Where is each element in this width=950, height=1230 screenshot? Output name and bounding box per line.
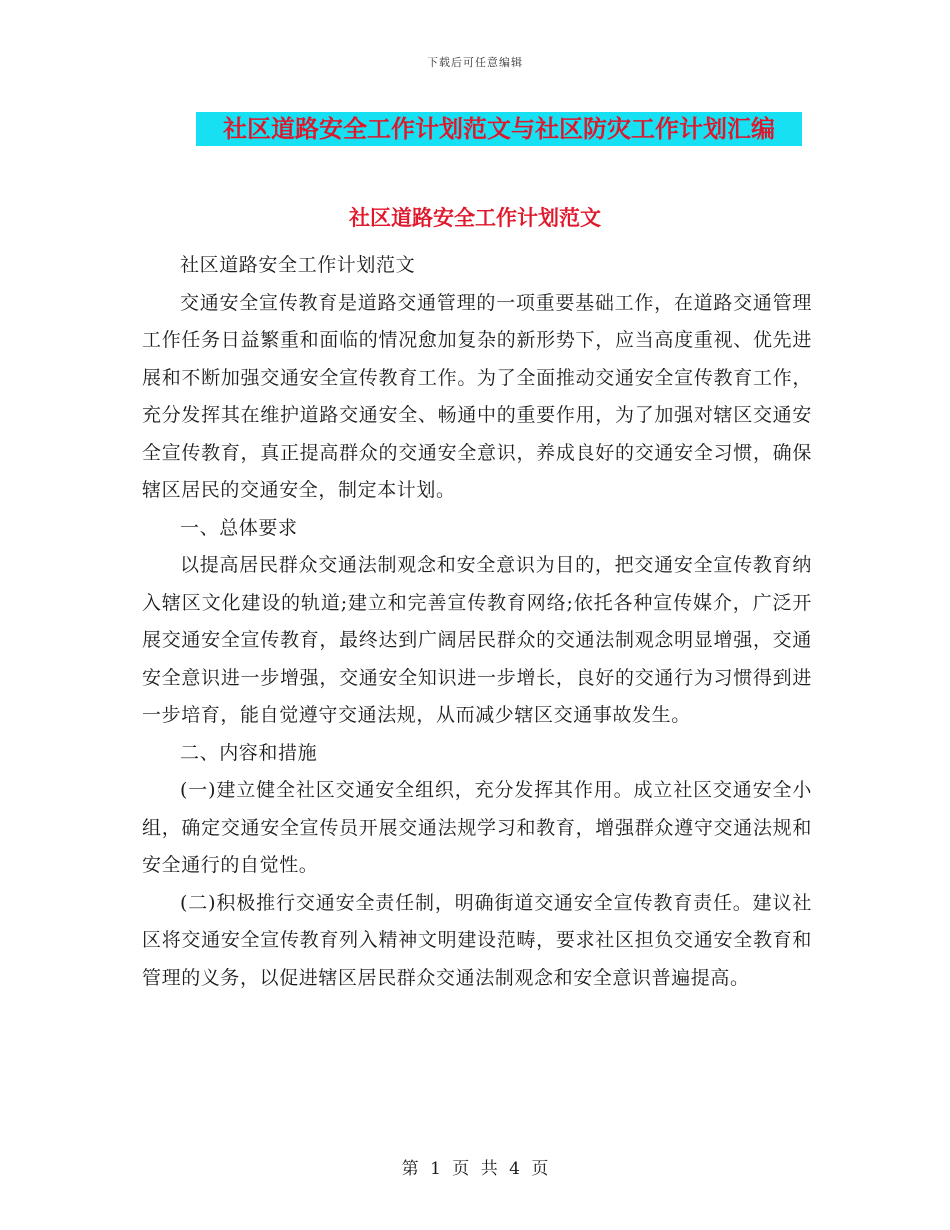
page-number-footer: 第 1 页 共 4 页 <box>401 1159 549 1179</box>
page-header-note: 下载后可任意编辑 <box>427 56 523 69</box>
section-heading: 一、总体要求 <box>180 516 298 539</box>
body-paragraph: 社区道路安全工作计划范文 <box>180 254 416 276</box>
body-paragraph: 以提高居民群众交通法制观念和安全意识为目的，把交通安全宣传教育纳入辖区文化建设的轨道;建立和完善宣传教育网络;依托各种宣传媒介，广泛开展交通安全宣传教育，最终达到广阔居民群众的交通法制观念明显增强，交通安全意识进一步增强，交通安全知识进一步增长，良好的交通行为习惯得到进一步培育，能自觉遵守交通法规，从而减少辖区交通事故发生。 <box>142 554 812 726</box>
document-body <box>142 247 812 997</box>
body-paragraph: (一)建立健全社区交通安全组织，充分发挥其作用。成立社区交通安全小组，确定交通安全宣传员开展交通法规学习和教育，增强群众遵守交通法规和安全通行的自觉性。 <box>142 779 812 876</box>
body-paragraph: (二)积极推行交通安全责任制，明确街道交通安全宣传教育责任。建议社区将交通安全宣传教育列入精神文明建设范畴，要求社区担负交通安全教育和管理的义务，以促进辖区居民群众交通法制观念和安全意识普遍提高。 <box>142 891 812 989</box>
document-main-title: 社区道路安全工作计划范文与社区防灾工作计划汇编 <box>223 114 775 143</box>
section-heading: 二、内容和措施 <box>180 741 318 764</box>
section-title: 社区道路安全工作计划范文 <box>349 205 601 230</box>
body-paragraph: 交通安全宣传教育是道路交通管理的一项重要基础工作，在道路交通管理工作任务日益繁重和面临的情况愈加复杂的新形势下，应当高度重视、优先进展和不断加强交通安全宣传教育工作。为了全面推动交通安全宣传教育工作，充分发挥其在维护道路交通安全、畅通中的重要作用，为了加强对辖区交通安全宣传教育，真正提高群众的交通安全意识，养成良好的交通安全习惯，确保辖区居民的交通安全，制定本计划。 <box>142 291 812 501</box>
